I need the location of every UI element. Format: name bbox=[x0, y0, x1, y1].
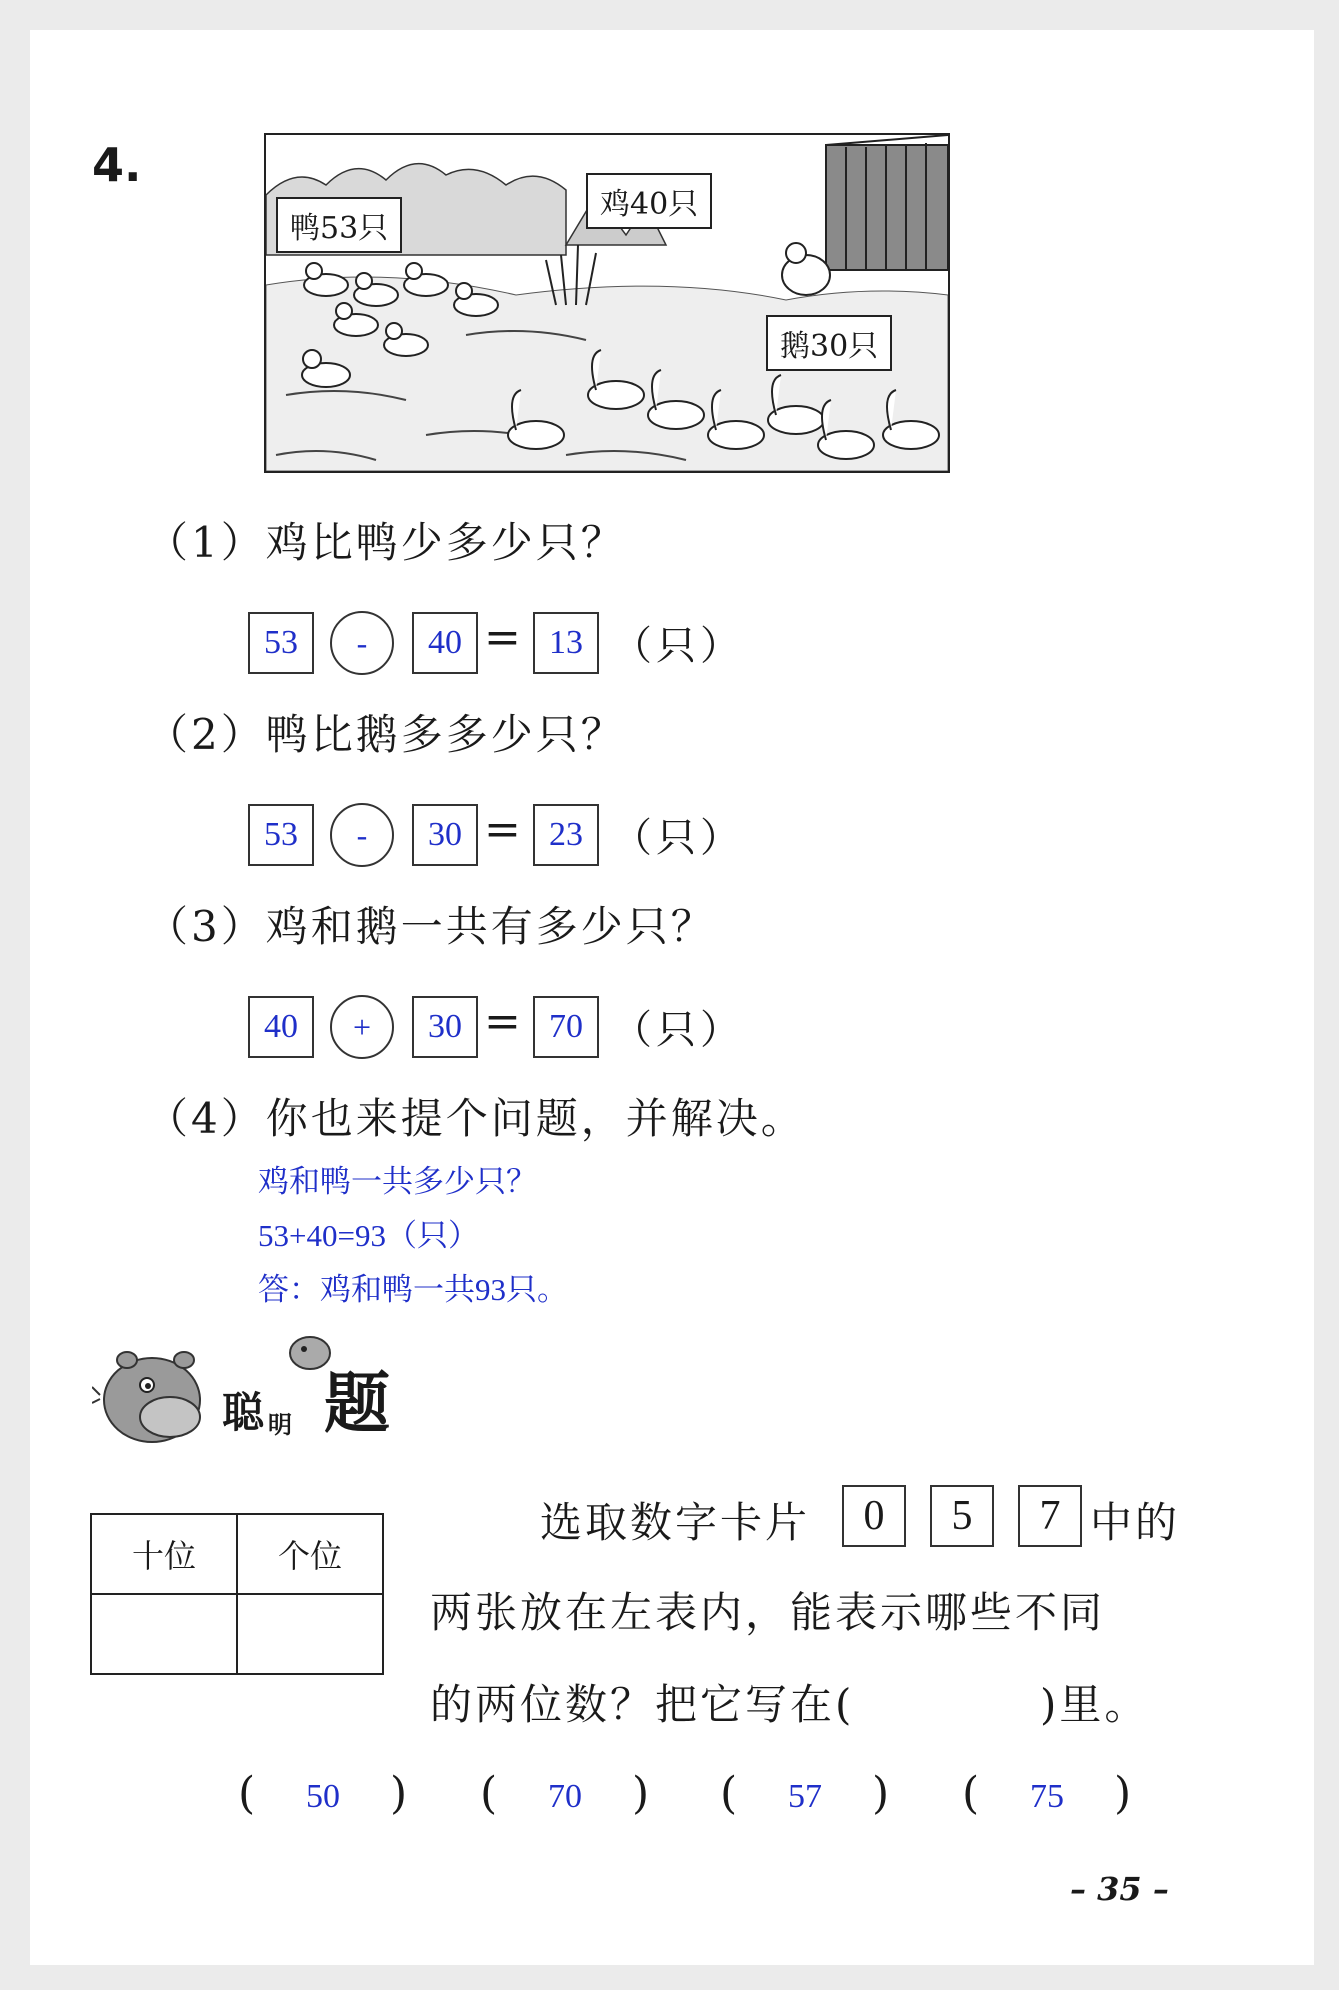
q2-operand-a: 53 bbox=[248, 804, 314, 866]
section-title-char-1: 聪 bbox=[222, 1388, 265, 1437]
q3-result: 70 bbox=[533, 996, 599, 1058]
q4-answer-question: 鸡和鸭一共多少只？ bbox=[258, 1164, 537, 1199]
q3-unit: （只） bbox=[612, 1007, 744, 1053]
section-header bbox=[92, 1325, 412, 1455]
q1-operand-a: 53 bbox=[248, 612, 314, 674]
question-2: （2）鸭比鹅多多少只？ bbox=[146, 710, 626, 759]
question-4: （4）你也来提个问题，并解决。 bbox=[146, 1094, 806, 1143]
puzzle-text-start: 选取数字卡片 bbox=[540, 1498, 811, 1547]
tens-header: 十位 bbox=[91, 1514, 237, 1594]
paren-open-2: ( bbox=[480, 1768, 498, 1819]
paren-open-1: ( bbox=[238, 1768, 256, 1819]
digit-card-5: 5 bbox=[930, 1485, 994, 1547]
answer-2: 70 bbox=[548, 1778, 582, 1815]
q4-answer-equation: 53+40=93（只） bbox=[258, 1218, 479, 1253]
question-3: （3）鸡和鹅一共有多少只？ bbox=[146, 902, 716, 951]
q1-result: 13 bbox=[533, 612, 599, 674]
puzzle-line-2: 两张放在左表内，能表示哪些不同 bbox=[430, 1588, 1106, 1637]
page-number: – 35 – bbox=[1070, 1870, 1169, 1908]
place-value-table bbox=[90, 1513, 384, 1675]
q2-unit: （只） bbox=[612, 815, 744, 861]
q2-operator: - bbox=[330, 803, 394, 867]
question-1: （1）鸡比鸭少多少只？ bbox=[146, 518, 626, 567]
ones-cell bbox=[237, 1594, 383, 1674]
section-title-char-2: 明 bbox=[268, 1411, 292, 1439]
paren-close-1: ) bbox=[390, 1768, 408, 1819]
puzzle-line-3: 的两位数？把它写在( bbox=[430, 1680, 855, 1729]
paren-close-3: ) bbox=[872, 1768, 890, 1819]
q3-operator: + bbox=[330, 995, 394, 1059]
ones-header: 个位 bbox=[237, 1514, 383, 1594]
goose-sign: 鹅30只 bbox=[766, 315, 892, 371]
chicken-sign: 鸡40只 bbox=[586, 173, 712, 229]
digit-card-7: 7 bbox=[1018, 1485, 1082, 1547]
q3-equals: = bbox=[484, 996, 521, 1047]
tens-cell bbox=[91, 1594, 237, 1674]
puzzle-line-3-end: )里。 bbox=[1040, 1680, 1150, 1729]
answer-3: 57 bbox=[788, 1778, 822, 1815]
q2-equals: = bbox=[484, 804, 521, 855]
q1-operand-b: 40 bbox=[412, 612, 478, 674]
farm-illustration bbox=[264, 133, 950, 473]
problem-number: 4. bbox=[92, 138, 142, 192]
q3-operand-b: 30 bbox=[412, 996, 478, 1058]
puzzle-text-after-cards: 中的 bbox=[1090, 1498, 1181, 1547]
q3-operand-a: 40 bbox=[248, 996, 314, 1058]
q1-equals: = bbox=[484, 612, 521, 663]
answer-1: 50 bbox=[306, 1778, 340, 1815]
q4-answer-statement: 答：鸡和鸭一共93只。 bbox=[258, 1272, 568, 1307]
section-title-char-3: 题 bbox=[324, 1365, 390, 1442]
paren-open-4: ( bbox=[962, 1768, 980, 1819]
q1-unit: （只） bbox=[612, 623, 744, 669]
paren-open-3: ( bbox=[720, 1768, 738, 1819]
q2-operand-b: 30 bbox=[412, 804, 478, 866]
digit-card-0: 0 bbox=[842, 1485, 906, 1547]
duck-sign: 鸭53只 bbox=[276, 197, 402, 253]
q1-operator: - bbox=[330, 611, 394, 675]
paren-close-4: ) bbox=[1114, 1768, 1132, 1819]
paren-close-2: ) bbox=[632, 1768, 650, 1819]
q2-result: 23 bbox=[533, 804, 599, 866]
answer-4: 75 bbox=[1030, 1778, 1064, 1815]
